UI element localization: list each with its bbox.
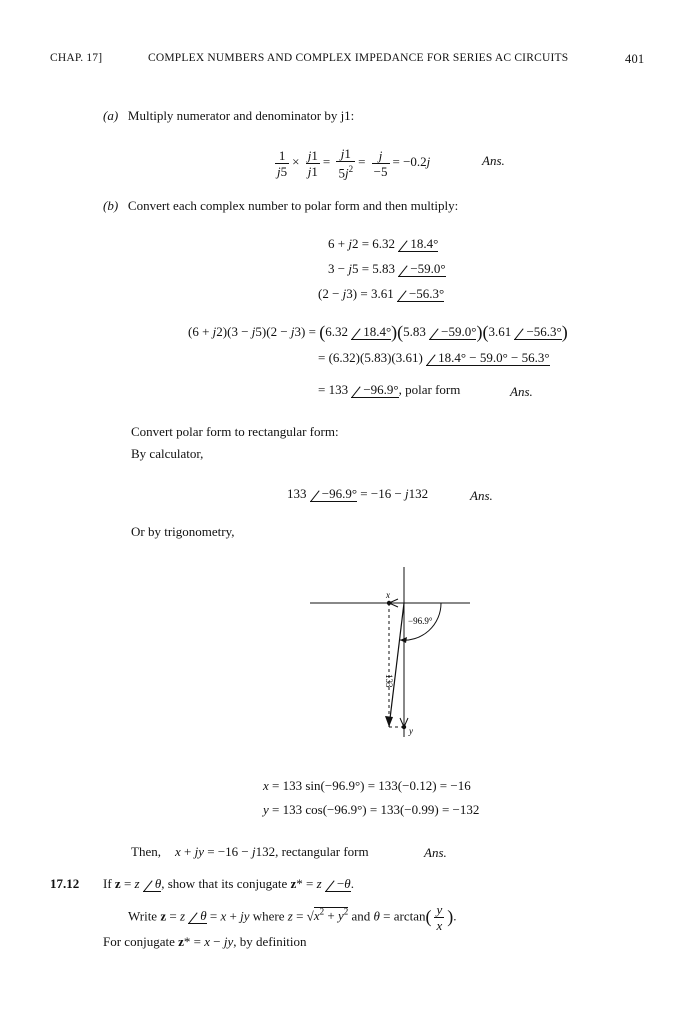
chapter-label: CHAP. 17] [50, 52, 103, 64]
conversion-1: 6 + j2 = 6.32 18.4° [328, 236, 439, 251]
magnitude-label: 133 [384, 674, 394, 688]
by-trig: Or by trigonometry, [131, 524, 235, 539]
rect-ans: Ans. [424, 845, 447, 860]
x-equation: x = 133 sin(−96.9°) = 133(−0.12) = −16 [263, 778, 471, 793]
part-b-ans: Ans. [510, 384, 533, 399]
conversion-2: 3 − j5 = 5.83 −59.0° [328, 261, 446, 276]
x-point [387, 601, 391, 605]
part-b-label: (b) [103, 198, 119, 213]
calc-equation: 133 −96.9° = −16 − j132 [287, 486, 429, 501]
phasor-line [389, 603, 404, 727]
convert-text: Convert polar form to rectangular form: [131, 424, 339, 439]
part-a-text [103, 108, 354, 124]
write-statement: Write z = z θ = x + jy where $z = √x^2 + y^2$ and θ = arctan( $\frac{y}{x}$ ). [128, 902, 457, 933]
rect-equation: x + jy = −16 − j132, rectangular form [175, 844, 369, 859]
y-point [402, 725, 406, 729]
angle-label: −96.9° [408, 616, 433, 626]
part-a-ans: Ans. [482, 153, 505, 168]
y-equation: y = 133 cos(−96.9°) = 133(−0.99) = −132 [263, 802, 480, 817]
calc-ans: Ans. [470, 488, 493, 503]
conjugate-statement: For conjugate z* = x − jy, by definition [103, 934, 307, 949]
part-a-label: (a) [103, 108, 119, 123]
phasor-diagram [300, 562, 480, 742]
y-label: y [409, 726, 413, 736]
part-b-text [103, 198, 458, 214]
running-title: COMPLEX NUMBERS AND COMPLEX IMPEDANCE FOR SERIES AC CIRCUITS [148, 52, 569, 64]
by-calculator: By calculator, [131, 446, 204, 461]
part-a-equation: $\frac{1}{j5}$ × $\frac{j1}{j1}$ = $\frac{j1}{5j^2}$ = $\frac{j}{-5}$ = −0.2j [277, 146, 431, 181]
product-line-3: = 133 −96.9°, polar form [318, 382, 461, 397]
x-label: x [386, 590, 390, 600]
page-number: 401 [625, 52, 645, 66]
phasor-arrowhead [385, 716, 393, 727]
then-label: Then, [131, 844, 161, 859]
problem-statement: If z = z θ, show that its conjugate z* = z −θ. [103, 876, 354, 891]
part-a-instruction: Multiply numerator and denominator by j1: [127, 108, 355, 123]
problem-number: 17.12 [50, 876, 80, 891]
part-b-instruction: Convert each complex number to polar form and then multiply: [127, 198, 459, 213]
product-line-2: = (6.32)(5.83)(3.61) 18.4° − 59.0° − 56.3° [318, 350, 550, 365]
conversion-3: (2 − j3) = 3.61 −56.3° [318, 286, 445, 301]
product-line-1: (6 + j2)(3 − j5)(2 − j3) = (6.32 18.4°)(5.83 −59.0°)(3.61 −56.3°) [188, 322, 568, 342]
